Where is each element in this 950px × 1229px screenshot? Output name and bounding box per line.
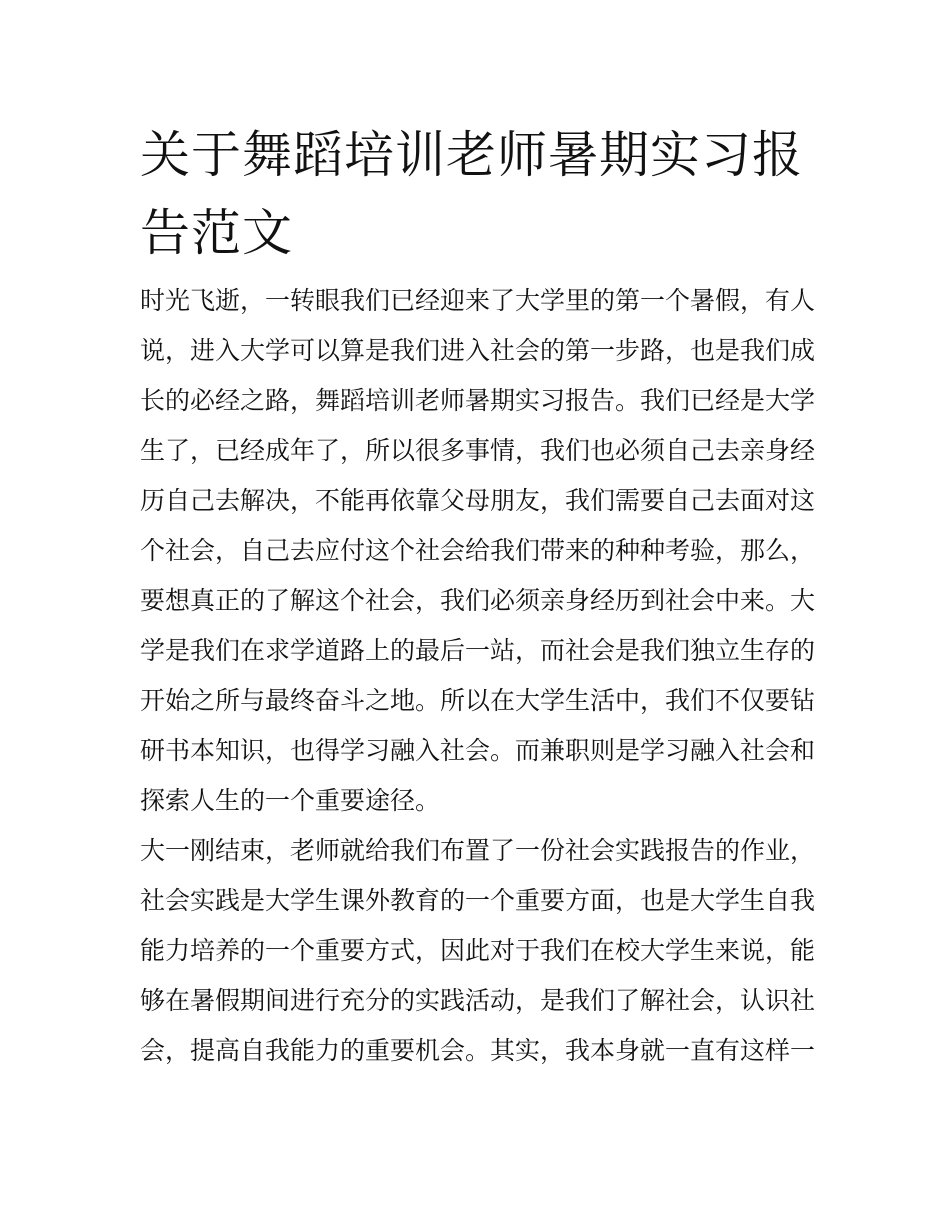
body-line: 够在暑假期间进行充分的实践活动，是我们了解社会，认识社 (140, 986, 816, 1015)
body-line: 研书本知识，也得学习融入社会。而兼职则是学习融入社会和 (140, 736, 816, 765)
body-line: 要想真正的了解这个社会，我们必须亲身经历到社会中来。大 (140, 586, 816, 615)
body-line: 能力培养的一个重要方式，因此对于我们在校大学生来说，能 (140, 936, 816, 965)
body-line: 大一刚结束，老师就给我们布置了一份社会实践报告的作业， (140, 836, 816, 865)
document-body (140, 276, 820, 1076)
body-line: 会，提高自我能力的重要机会。其实，我本身就一直有这样一 (140, 1036, 816, 1065)
body-line: 长的必经之路，舞蹈培训老师暑期实习报告。我们已经是大学 (140, 386, 816, 415)
document-title (140, 116, 820, 272)
body-line: 学是我们在求学道路上的最后一站，而社会是我们独立生存的 (140, 636, 816, 665)
body-line: 历自己去解决，不能再依靠父母朋友，我们需要自己去面对这 (140, 486, 816, 515)
body-line: 生了，已经成年了，所以很多事情，我们也必须自己去亲身经 (140, 436, 816, 465)
title-line: 告范文 (140, 204, 293, 262)
body-line: 时光飞逝，一转眼我们已经迎来了大学里的第一个暑假，有人 (140, 286, 816, 315)
body-line: 社会实践是大学生课外教育的一个重要方面，也是大学生自我 (140, 886, 816, 915)
body-line: 说，进入大学可以算是我们进入社会的第一步路，也是我们成 (140, 336, 816, 365)
title-line: 关于舞蹈培训老师暑期实习报 (140, 126, 803, 184)
body-line: 探索人生的一个重要途径。 (140, 786, 441, 815)
body-line: 开始之所与最终奋斗之地。所以在大学生活中，我们不仅要钻 (140, 686, 816, 715)
body-line: 个社会，自己去应付这个社会给我们带来的种种考验，那么， (140, 536, 816, 565)
